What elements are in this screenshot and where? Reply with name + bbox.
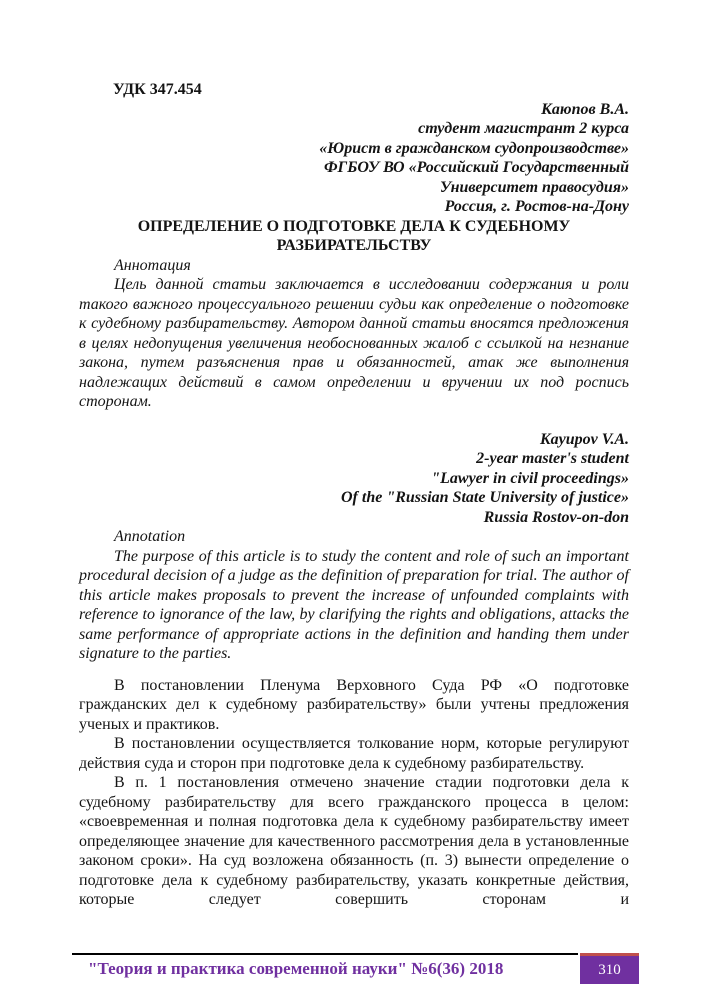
author-program-ru: «Юрист в гражданском судопроизводстве» bbox=[319, 139, 629, 157]
body-paragraph-1: В постановлении Пленума Верховного Суда РФ «О подготовке гражданских дел к судебному разбирательству» были учтены предложения ученых и практиков. bbox=[79, 676, 629, 733]
footer-journal-title: "Теория и практика современной науки" №6(36) 2018 bbox=[88, 959, 504, 978]
author-degree-ru: студент магистрант 2 курса bbox=[418, 120, 629, 137]
article-body bbox=[79, 676, 629, 910]
article-title: ОПРЕДЕЛЕНИЕ О ПОДГОТОВКЕ ДЕЛА К СУДЕБНОМУ РАЗБИРАТЕЛЬСТВУ bbox=[137, 217, 571, 254]
body-paragraph-2: В постановлении осуществляется толкование норм, которые регулируют действия суда и сторон при подготовке дела к судебному разбирательству. bbox=[79, 735, 629, 772]
author-university-en: Of the "Russian State University of justice» bbox=[340, 489, 629, 506]
author-location-ru: Россия, г. Ростов-на-Дону bbox=[444, 198, 629, 215]
author-name-ru: Каюпов В.А. bbox=[541, 100, 629, 118]
author-block-ru bbox=[79, 100, 629, 217]
page-content bbox=[79, 80, 629, 910]
annotation-label-en: Annotation bbox=[114, 528, 186, 545]
page-number-badge: 310 bbox=[580, 953, 639, 984]
footer-divider-line bbox=[72, 953, 578, 955]
udc-code: УДК 347.454 bbox=[113, 81, 202, 98]
author-block-en bbox=[79, 430, 629, 528]
author-university-ru-line1: ФГБОУ ВО «Российский Государственный bbox=[323, 159, 629, 176]
annotation-label-ru: Аннотация bbox=[114, 256, 191, 274]
author-university-ru-line2: Университет правосудия» bbox=[439, 178, 629, 196]
author-degree-en: 2-year master's student bbox=[476, 450, 629, 467]
body-paragraph-3: В п. 1 постановления отмечено значение стадии подготовки дела к судебному разбирательству для всего гражданского процесса в целом: «своевременная и полная подготовка дела к судебному разбирательству имеет определяющее значение для качественного рассмотрения дела в установленные законом сроки». На суд возложена обязанность (п. 3) вынести определение о подготовке дела к судебному разбирательству, указать конкретные действия, которые следует совершить сторонам и bbox=[79, 774, 629, 908]
author-name-en: Kayupov V.A. bbox=[539, 430, 629, 448]
annotation-text-en: The purpose of this article is to study the content and role of such an important procedural decision of a judge as the definition of preparation for trial. The author of this article makes proposals to prevent the increase of unfounded complaints with reference to ignorance of the law, by clarifying the rights and obligations, attacks the same performance of appropriate actions in the definition and handing them under signature to the parties. bbox=[79, 547, 629, 662]
author-program-en: "Lawyer in civil proceedings» bbox=[431, 469, 629, 487]
annotation-text-ru: Цель данной статьи заключается в исследовании содержания и роли такого важного процессуального решении судьи как определение о подготовке к судебному разбирательству. Автором данной статьи вносятся предложения в целях недопущения увеличения необоснованных жалоб с ссылкой на незнание закона, путем разъяснения прав и обязанностей, атак же выполнения надлежащих действий в самом определении и вручении их под роспись сторонам. bbox=[79, 276, 629, 410]
author-location-en: Russia Rostov-on-don bbox=[483, 508, 629, 526]
